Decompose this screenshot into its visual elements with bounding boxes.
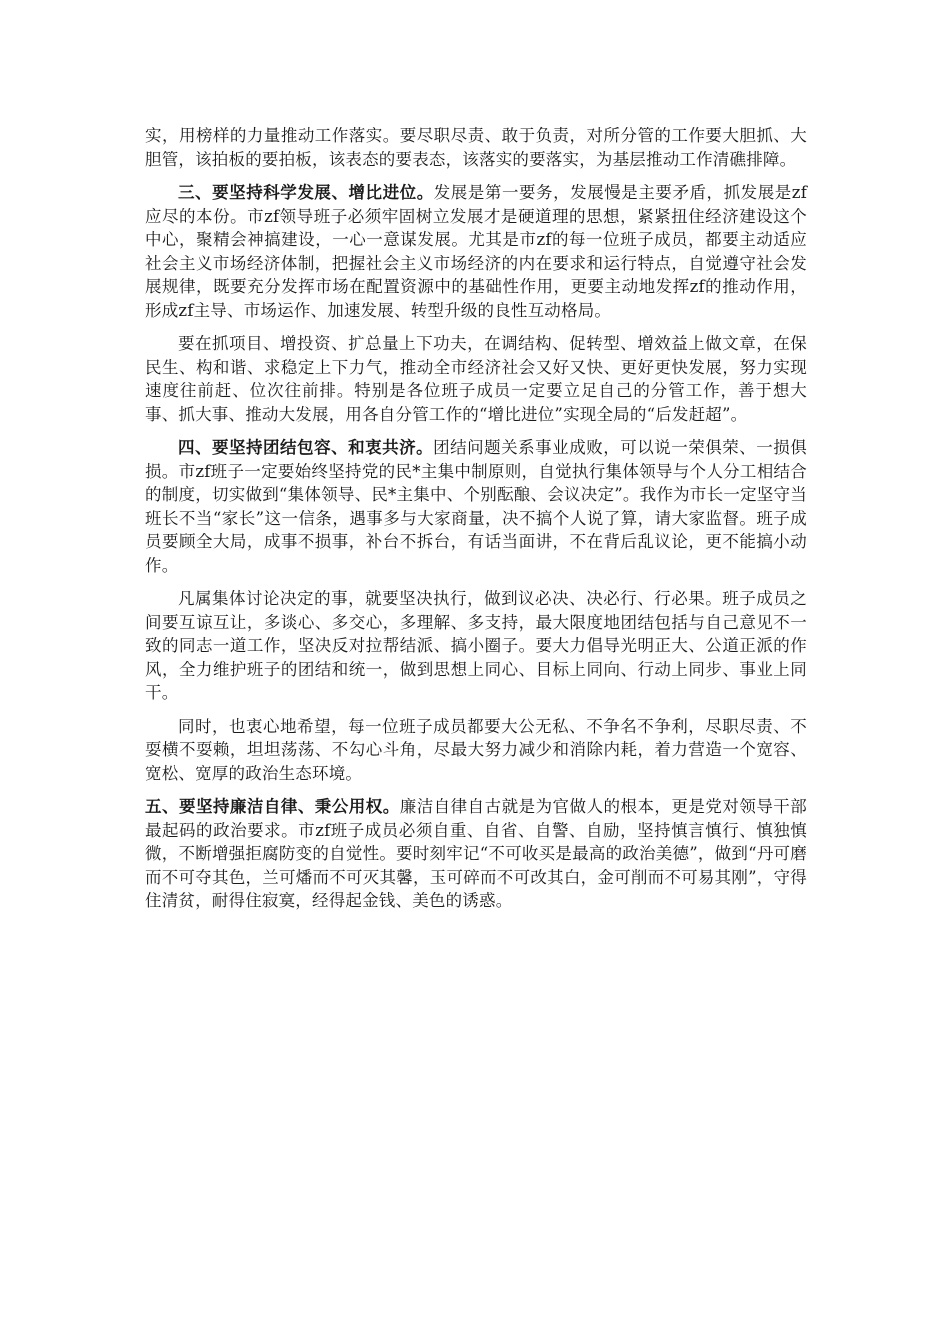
paragraph-7	[145, 795, 807, 913]
paragraph-1	[145, 124, 807, 171]
section-4-heading: 四、要坚持团结包容、和衷共济。	[178, 438, 434, 457]
paragraph-5	[145, 587, 807, 705]
section-3-heading: 三、要坚持科学发展、增比进位。	[178, 183, 434, 202]
section-5-heading: 五、要坚持廉洁自律、秉公用权。	[145, 797, 400, 816]
paragraph-2	[145, 181, 807, 322]
paragraph-5-text: 凡属集体讨论决定的事，就要坚决执行，做到议必决、决必行、行必果。班子成员之间要互谅互让，多谈心、多交心，多理解、多支持，最大限度地团结包括与自己意见不一致的同志一道工作，坚决反对拉帮结派、搞小圈子。要大力倡导光明正大、公道正派的作风，全力维护班子的团结和统一，做到思想上同心、目标上同向、行动上同步、事业上同干。	[145, 589, 807, 702]
paragraph-3	[145, 332, 807, 426]
paragraph-6-text: 同时，也衷心地希望，每一位班子成员都要大公无私、不争名不争利，尽职尽责、不耍横不耍赖，坦坦荡荡、不勾心斗角，尽最大努力减少和消除内耗，着力营造一个宽容、宽松、宽厚的政治生态环境。	[145, 716, 807, 783]
paragraph-2-text: 发展是第一要务，发展慢是主要矛盾，抓发展是zf应尽的本份。市zf领导班子必须牢固树立发展才是硬道理的思想，紧紧扭住经济建设这个中心，聚精会神搞建设，一心一意谋发展。尤其是市zf的每一位班子成员，都要主动适应社会主义市场经济体制，把握社会主义市场经济的内在要求和运行特点，自觉遵守社会发展规律，既要充分发挥市场在配置资源中的基础性作用，更要主动地发挥zf的推动作用，形成zf主导、市场运作、加速发展、转型升级的良性互动格局。	[145, 183, 807, 320]
paragraph-4-text: 团结问题关系事业成败，可以说一荣俱荣、一损俱损。市zf班子一定要始终坚持党的民*主集中制原则，自觉执行集体领导与个人分工相结合的制度，切实做到“集体领导、民*主集中、个别酝酿、会议决定”。我作为市长一定坚守当班长不当“家长”这一信条，遇事多与大家商量，决不搞个人说了算，请大家监督。班子成员要顾全大局，成事不损事，补台不拆台，有话当面讲，不在背后乱议论，更不能搞小动作。	[145, 438, 807, 575]
paragraph-4	[145, 436, 807, 577]
paragraph-6	[145, 715, 807, 786]
paragraph-7-text: 廉洁自律自古就是为官做人的根本，更是党对领导干部最起码的政治要求。市zf班子成员必须自重、自省、自警、自励，坚持慎言慎行、慎独慎微，不断增强拒腐防变的自觉性。要时刻牢记“不可收买是最高的政治美德”，做到“丹可磨而不可夺其色，兰可燔而不可灭其馨，玉可碎而不可改其白，金可削而不可易其刚”，守得住清贫，耐得住寂寞，经得起金钱、美色的诱惑。	[145, 797, 807, 910]
paragraph-1-text: 实，用榜样的力量推动工作落实。要尽职尽责、敢于负责，对所分管的工作要大胆抓、大胆管，该拍板的要拍板，该表态的要表态，该落实的要落实，为基层推动工作清礁排障。	[145, 126, 807, 169]
document-body	[145, 124, 807, 923]
paragraph-3-text: 要在抓项目、增投资、扩总量上下功夫，在调结构、促转型、增效益上做文章，在保民生、构和谐、求稳定上下力气，推动全市经济社会又好又快、更好更快发展，努力实现速度往前赶、位次往前排。特别是各位班子成员一定要立足自己的分管工作，善于想大事、抓大事、推动大发展，用各自分管工作的“增比进位”实现全局的“后发赶超”。	[145, 334, 807, 424]
